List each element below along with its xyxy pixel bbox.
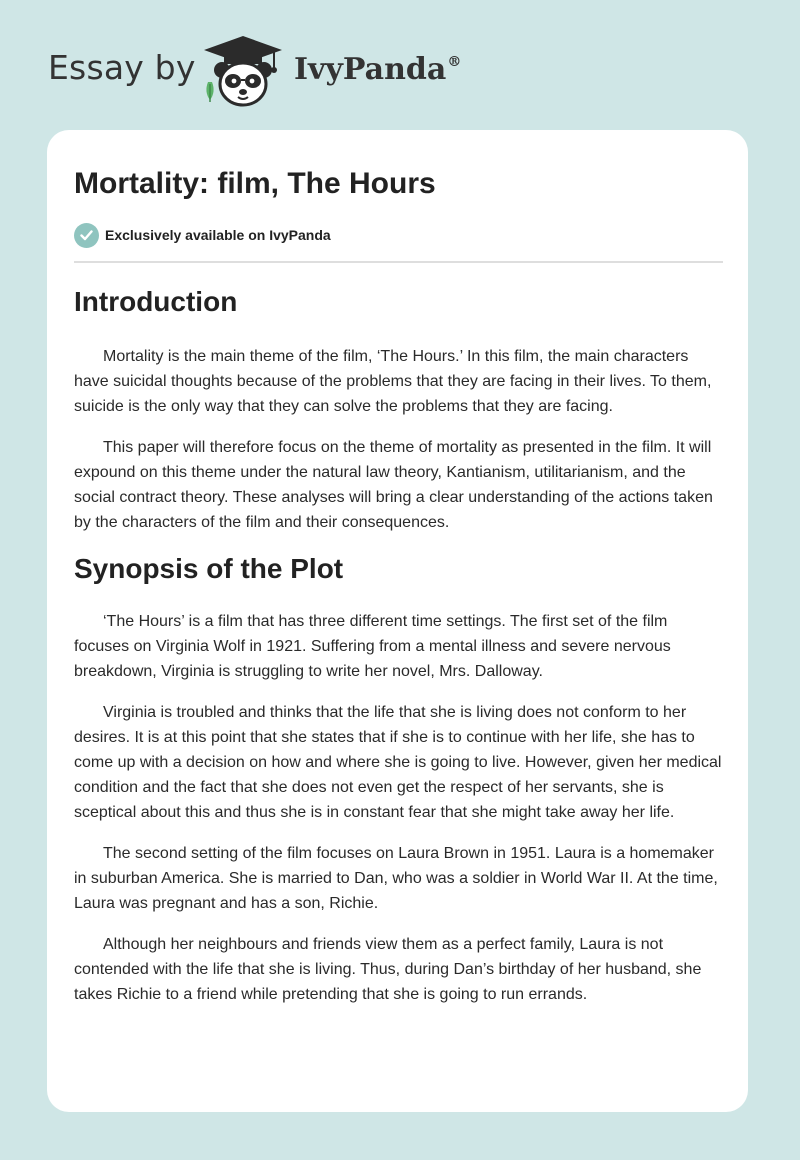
- page-title: Mortality: film, The Hours: [74, 167, 436, 200]
- paragraph: This paper will therefore focus on the theme of mortality as presented in the film. It will expound on this theme under the natural law theory, Kantianism, utilitarianism, and the social contract theory. These analyses will bring a clear understanding of the actions taken by the characters of the film and their consequences.: [74, 439, 713, 531]
- section-heading: Introduction: [74, 286, 238, 317]
- essay-card: [47, 130, 748, 1112]
- article-body: [74, 282, 726, 1023]
- divider: [74, 261, 723, 263]
- check-circle-icon: [74, 223, 99, 248]
- brand-header[interactable]: [48, 34, 468, 114]
- paragraph: ‘The Hours’ is a film that has three different time settings. The first set of the film focuses on Virginia Wolf in 1921. Suffering from a mental illness and severe nervous breakdown, Virginia is struggling to write her novel, Mrs. Dalloway.: [74, 613, 671, 680]
- paragraph: Although her neighbours and friends view them as a perfect family, Laura is not contended with the life that she is living. Thus, during Dan’s birthday of her husband, she takes Richie to a friend while pretending that she is going to run errands.: [74, 936, 702, 1003]
- paragraph: Mortality is the main theme of the film, ‘The Hours.’ In this film, the main characters have suicidal thoughts because of the problems that they are facing in their lives. To them, suicide is the only way that they can solve the problems that they are facing.: [74, 348, 712, 415]
- section-heading: Synopsis of the Plot: [74, 553, 344, 584]
- brand-name: IvyPanda®: [294, 52, 462, 87]
- paragraph: The second setting of the film focuses on Laura Brown in 1951. Laura is a homemaker in suburban America. She is married to Dan, who was a soldier in World War II. At the time, Laura was pregnant and has a son, Richie.: [74, 845, 718, 912]
- brand-prefix: Essay by: [48, 48, 196, 87]
- exclusive-text: Exclusively available on IvyPanda: [105, 227, 331, 243]
- exclusive-badge: [74, 222, 331, 248]
- paragraph: Virginia is troubled and thinks that the life that she is living does not conform to her desires. It is at this point that she states that if she is to continue with her life, she has to come up with a decision on how and where she is going to live. However, given her medical condition and the fact that she does not even get the respect of her servants, she is sceptical about this and thus she is in constant fear that she might take away her life.: [74, 704, 722, 821]
- panda-graduate-icon: [202, 34, 284, 108]
